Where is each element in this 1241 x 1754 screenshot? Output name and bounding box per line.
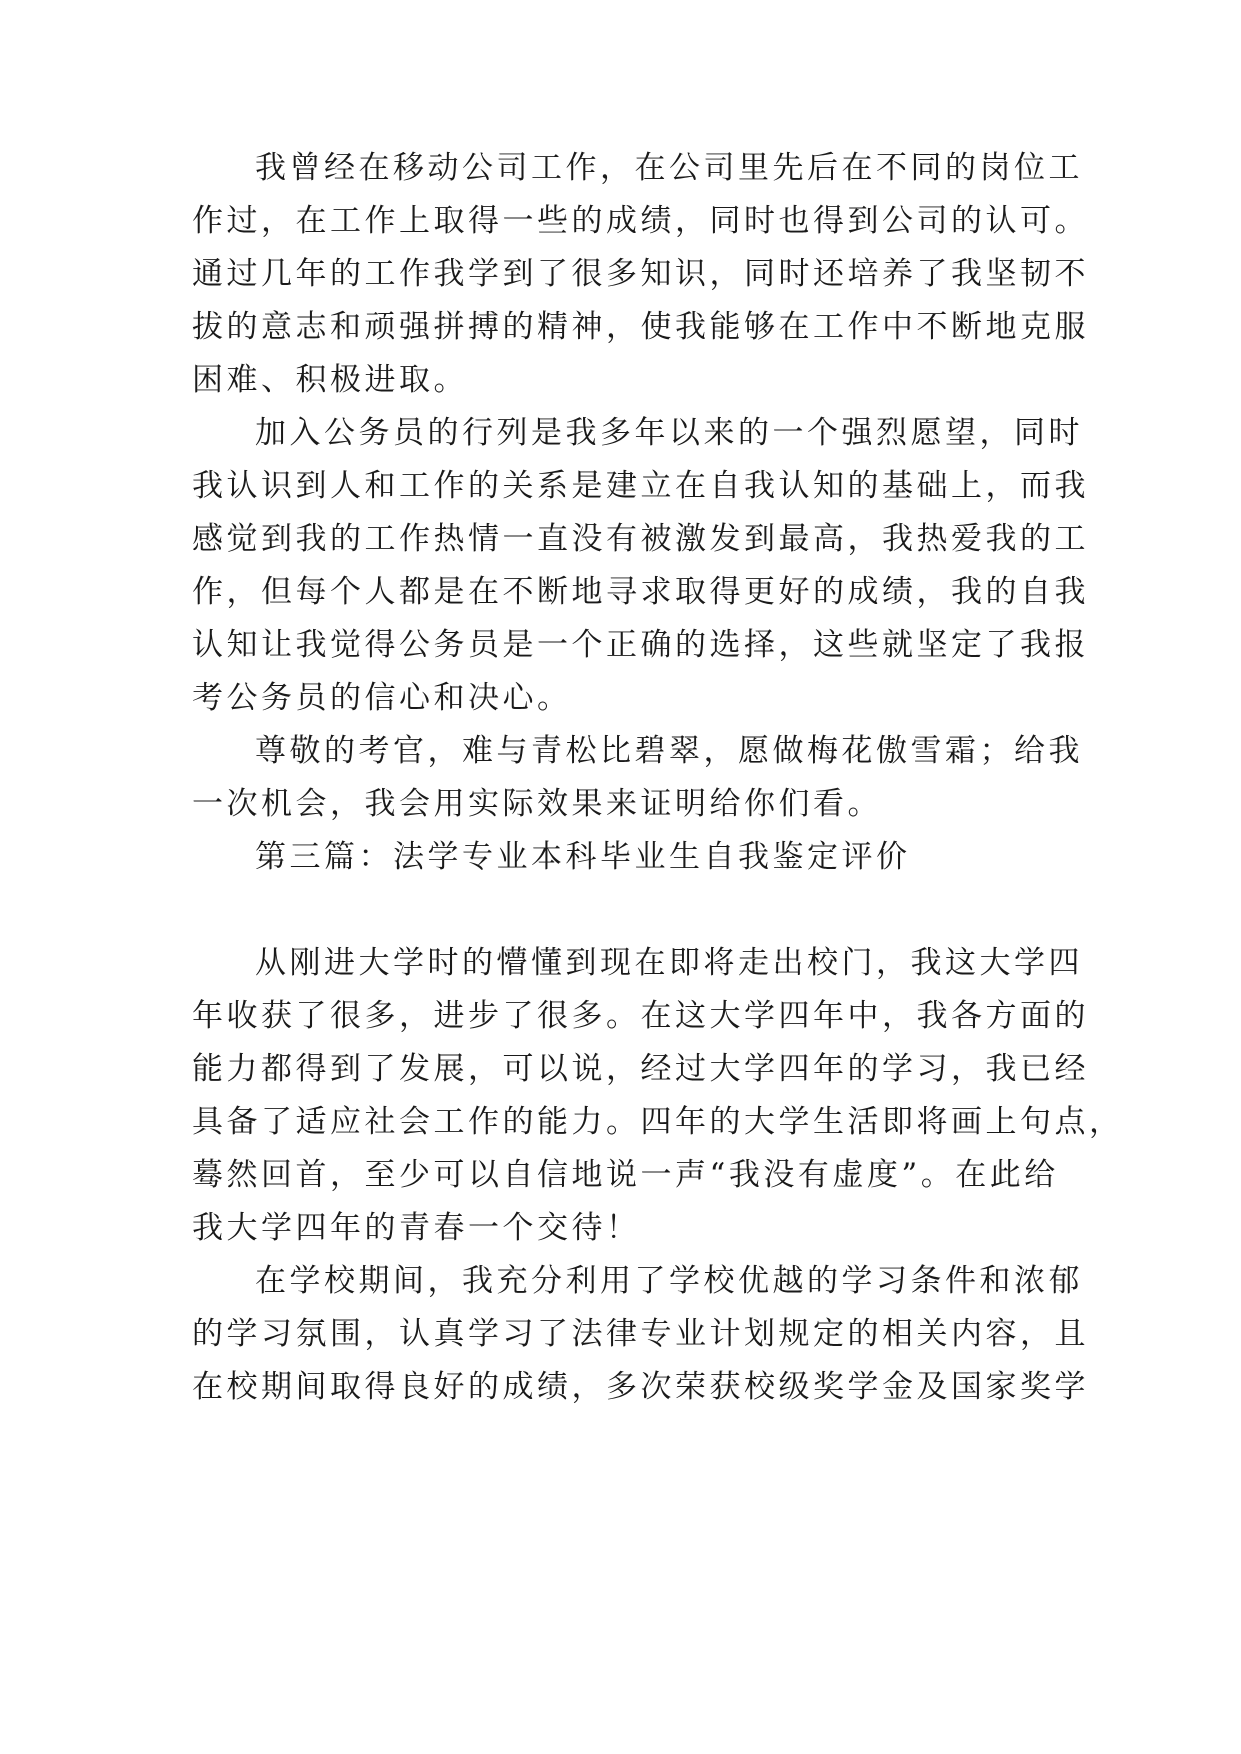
paragraph-3-line-2: 一次机会，我会用实际效果来证明给你们看。	[192, 786, 882, 822]
paragraph-1-line-5: 困难、积极进取。	[192, 362, 468, 398]
paragraph-4-line-4: 具备了适应社会工作的能力。四年的大学生活即将画上句点，	[192, 1104, 1124, 1140]
paragraph-4-line-2: 年收获了很多，进步了很多。在这大学四年中，我各方面的	[192, 998, 1089, 1034]
paragraph-2-line-4: 作，但每个人都是在不断地寻求取得更好的成绩，我的自我	[192, 574, 1089, 610]
paragraph-1-line-1: 我曾经在移动公司工作，在公司里先后在不同的岗位工	[255, 150, 1083, 186]
paragraph-5-line-2: 的学习氛围，认真学习了法律专业计划规定的相关内容，且	[192, 1316, 1089, 1352]
paragraph-1-line-4: 拔的意志和顽强拼搏的精神，使我能够在工作中不断地克服	[192, 309, 1089, 345]
paragraph-2-line-6: 考公务员的信心和决心。	[192, 680, 572, 716]
paragraph-4-line-5: 蓦然回首，至少可以自信地说一声“我没有虚度”。在此给	[192, 1157, 1059, 1193]
section-heading: 第三篇：法学专业本科毕业生自我鉴定评价	[255, 839, 911, 875]
paragraph-5-line-1: 在学校期间，我充分利用了学校优越的学习条件和浓郁	[255, 1263, 1083, 1299]
paragraph-4-line-1: 从刚进大学时的懵懂到现在即将走出校门，我这大学四	[255, 945, 1083, 981]
paragraph-2-line-1: 加入公务员的行列是我多年以来的一个强烈愿望，同时	[255, 415, 1083, 451]
paragraph-4-line-6: 我大学四年的青春一个交待！	[192, 1210, 641, 1246]
paragraph-2-line-5: 认知让我觉得公务员是一个正确的选择，这些就坚定了我报	[192, 627, 1089, 663]
paragraph-1-line-3: 通过几年的工作我学到了很多知识，同时还培养了我坚韧不	[192, 256, 1089, 292]
paragraph-3-line-1: 尊敬的考官，难与青松比碧翠，愿做梅花傲雪霜；给我	[255, 733, 1083, 769]
paragraph-2-line-2: 我认识到人和工作的关系是建立在自我认知的基础上，而我	[192, 468, 1089, 504]
paragraph-1-line-2: 作过，在工作上取得一些的成绩，同时也得到公司的认可。	[192, 203, 1089, 239]
paragraph-5-line-3: 在校期间取得良好的成绩，多次荣获校级奖学金及国家奖学	[192, 1369, 1089, 1405]
paragraph-2-line-3: 感觉到我的工作热情一直没有被激发到最高，我热爱我的工	[192, 521, 1089, 557]
paragraph-4-line-3: 能力都得到了发展，可以说，经过大学四年的学习，我已经	[192, 1051, 1089, 1087]
